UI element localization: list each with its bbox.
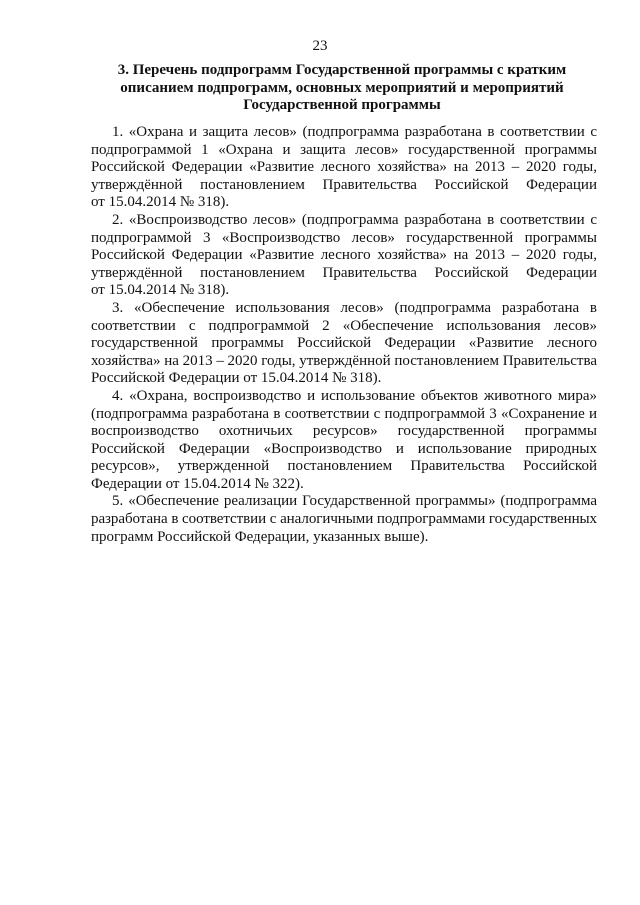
paragraph-3 xyxy=(91,300,597,388)
heading-line: 3. Перечень подпрограмм Государственной программы с кратким xyxy=(117,62,567,78)
document-body xyxy=(91,124,597,546)
page-number: 23 xyxy=(312,38,328,54)
paragraph-line: 1. «Охрана и защита лесов» (подпрограмма разработана в соответствии с xyxy=(112,124,597,140)
paragraph-line: (подпрограмма разработана в соответствии с подпрограммой 3 «Сохранение и xyxy=(91,405,597,422)
paragraph-line: от 15.04.2014 № 318). xyxy=(91,194,230,211)
paragraph-line: утверждённой постановлением Правительства Российской Федерации xyxy=(91,264,597,281)
paragraph-line: воспроизводство охотничьих ресурсов» государственной программы xyxy=(91,423,597,440)
paragraph-5 xyxy=(91,493,597,546)
heading-line: Государственной программы xyxy=(243,97,441,113)
paragraph-line: утверждённой постановлением Правительства Российской Федерации xyxy=(91,176,597,193)
paragraph-line: Российской Федерации от 15.04.2014 № 318). xyxy=(91,370,382,387)
paragraph-line: 2. «Воспроизводство лесов» (подпрограмма разработана в соответствии с xyxy=(112,211,597,228)
paragraph-line: разработана в соответствии с аналогичными подпрограммами государственных xyxy=(91,511,597,528)
paragraph-line: подпрограммой 3 «Воспроизводство лесов» государственной программы xyxy=(91,229,597,246)
paragraph-line: Российской Федерации «Развитие лесного хозяйства» на 2013 – 2020 годы, xyxy=(91,159,597,176)
paragraph-line: 5. «Обеспечение реализации Государственной программы» (подпрограмма xyxy=(112,493,597,510)
paragraph-line: 4. «Охрана, воспроизводство и использование объектов животного мира» xyxy=(112,387,597,404)
section-heading xyxy=(92,62,592,115)
paragraph-line: ресурсов», утвержденной постановлением Правительства Российской xyxy=(91,458,597,475)
paragraph-line: Российской Федерации «Развитие лесного хозяйства» на 2013 – 2020 годы, xyxy=(91,247,597,264)
paragraph-2 xyxy=(91,212,597,300)
paragraph-1 xyxy=(91,124,597,212)
paragraph-line: подпрограммой 1 «Охрана и защита лесов» государственной программы xyxy=(91,141,597,158)
paragraph-line: от 15.04.2014 № 318). xyxy=(91,282,230,299)
paragraph-line: государственной программы Российской Федерации «Развитие лесного xyxy=(91,335,597,352)
paragraph-line: Федерации от 15.04.2014 № 322). xyxy=(91,475,304,492)
paragraph-line: 3. «Обеспечение использования лесов» (подпрограмма разработана в xyxy=(112,299,597,316)
paragraph-line: Российской Федерации «Воспроизводство и использование природных xyxy=(91,440,597,457)
paragraph-line: соответствии с подпрограммой 2 «Обеспечение использования лесов» xyxy=(91,317,597,334)
paragraph-4 xyxy=(91,388,597,494)
paragraph-line: хозяйства» на 2013 – 2020 годы, утверждённой постановлением Правительства xyxy=(91,352,597,369)
heading-line: описанием подпрограмм, основных мероприятий и мероприятий xyxy=(120,79,564,96)
paragraph-line: программ Российской Федерации, указанных выше). xyxy=(91,528,429,545)
